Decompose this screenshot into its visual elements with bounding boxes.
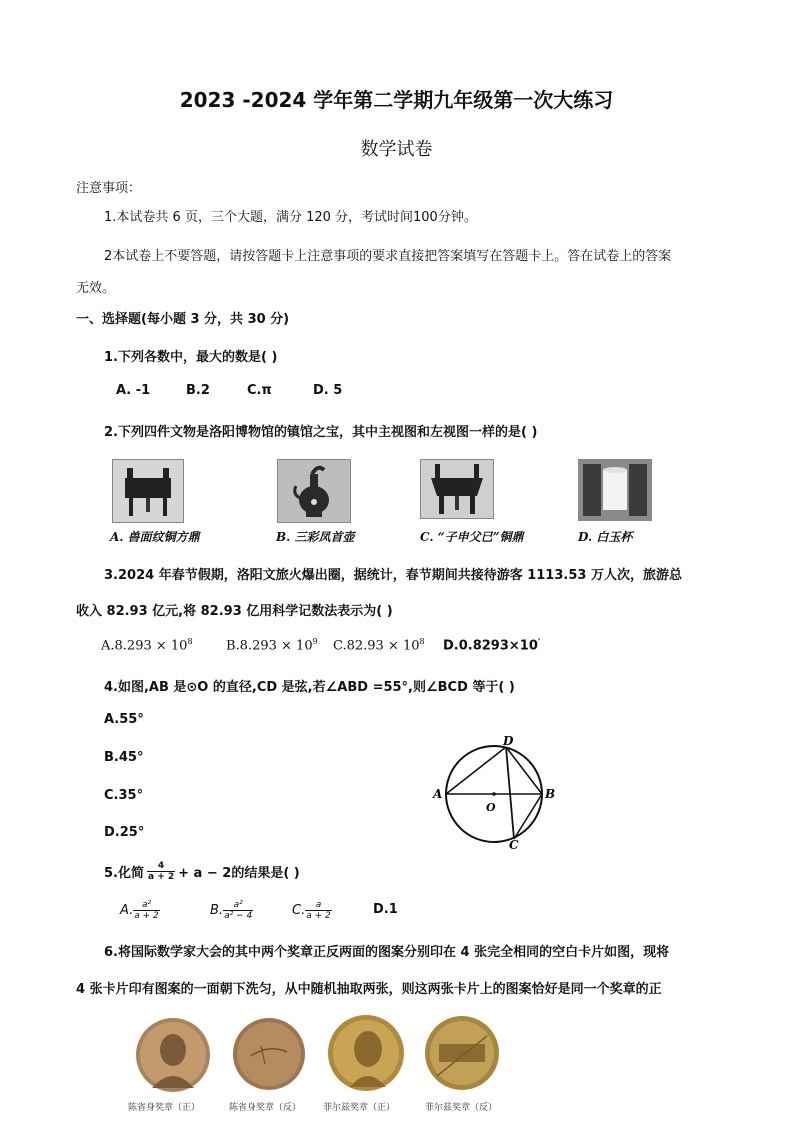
q5-suffix: + a − 2的结果是( ) xyxy=(178,865,300,881)
q4-option-c: C.35° xyxy=(104,788,144,803)
medal-caption-2: 陈省身奖章（反） xyxy=(229,1103,302,1113)
q5-option-c: C. $\frac{a}{a + 2}$ xyxy=(292,899,331,921)
tripod-ding-icon xyxy=(421,460,493,518)
q1-option-c: C.π xyxy=(247,383,272,398)
question-5-stem xyxy=(104,856,300,886)
medal-caption-1: 陈省身奖章（正） xyxy=(128,1103,201,1113)
chord-dc xyxy=(506,747,514,839)
q5-fraction: $\frac{4}{a + 2}$ xyxy=(147,860,175,882)
artifact-photo-d xyxy=(578,459,652,521)
label-d: D xyxy=(503,735,514,748)
q4-option-b: B.45° xyxy=(104,750,144,765)
medal-caption-4: 菲尔兹奖章（反） xyxy=(425,1103,498,1113)
q5-option-d: D.1 xyxy=(373,902,398,917)
q1-option-b: B.2 xyxy=(186,383,210,398)
question-3-line2: 收入 82.93 亿元,将 82.93 亿用科学记数法表示为( ) xyxy=(76,604,393,619)
artifact-caption-b: B. 三彩凤首壶 xyxy=(276,530,355,544)
artifact-photo-c xyxy=(420,459,494,519)
notes-item-1: 1.本试卷共 6 页，三个大题，满分 120 分，考试时间100分钟。 xyxy=(104,210,477,225)
medal-caption-3: 菲尔兹奖章（正） xyxy=(323,1103,396,1113)
q4-option-a: A.55° xyxy=(104,712,144,727)
artifact-photo-a xyxy=(112,459,184,523)
chord-ad xyxy=(446,747,506,794)
q1-option-a: A. -1 xyxy=(116,383,151,398)
question-3-line1: 3.2024 年春节假期，洛阳文旅火爆出圈，据统计，春节期间共接待游客 1113.53 万人次，旅游总 xyxy=(104,568,682,583)
page-title: 2023 -2024 学年第二学期九年级第一次大练习 xyxy=(179,88,614,112)
question-6-line1: 6.将国际数学家大会的其中两个奖章正反两面的图案分别印在 4 张完全相同的空白卡片如图，现将 xyxy=(104,945,670,960)
question-2-stem: 2.下列四件文物是洛阳博物馆的镇馆之宝，其中主视图和左视图一样的是( ) xyxy=(104,425,538,440)
bronze-ding-icon xyxy=(113,460,183,522)
artifact-photo-b xyxy=(277,459,351,523)
section-heading: 一、选择题(每小题 3 分，共 30 分) xyxy=(76,312,290,327)
label-b: B xyxy=(545,787,556,801)
page-subtitle: 数学试卷 xyxy=(360,139,433,160)
question-4-stem: 4.如图,AB 是⊙O 的直径,CD 是弦,若∠ABD =55°,则∠BCD 等于( ) xyxy=(104,680,515,695)
q3-option-c: $C.82.93 \times 10^8$ xyxy=(333,637,425,654)
q4-option-d: D.25° xyxy=(104,825,145,840)
label-o: O xyxy=(486,801,496,814)
question-1-stem: 1.下列各数中，最大的数是( ) xyxy=(104,350,278,365)
notes-item-2-line2: 无效。 xyxy=(76,281,116,296)
jade-cup-icon xyxy=(579,460,651,520)
notes-item-2-line1: 2本试卷上不要答题，请按答题卡上注意事项的要求直接把答案填写在答题卡上。答在试卷上的答案 xyxy=(104,249,672,264)
artifact-caption-a: A. 兽面纹铜方鼎 xyxy=(110,530,200,544)
label-a: A xyxy=(433,787,443,801)
q3-option-a: $A.8.293 \times 10^8$ xyxy=(101,637,193,654)
medal-fields-front xyxy=(326,1013,406,1093)
q5-option-a: A. $\frac{\text{a²}}{a + 2}$ xyxy=(120,899,159,921)
chord-cb xyxy=(514,794,542,839)
circle-diagram xyxy=(432,735,562,850)
question-6-line2: 4 张卡片印有图案的一面朝下洗匀，从中随机抽取两张，则这两张卡片上的图案恰好是同一个奖章的正 xyxy=(76,982,662,997)
notes-heading: 注意事项： xyxy=(76,181,142,196)
artifact-caption-c: C. “子申父已”铜鼎 xyxy=(420,530,524,544)
center-point xyxy=(492,792,496,796)
medal-chern-back xyxy=(231,1016,307,1092)
q1-option-d: D. 5 xyxy=(313,383,343,398)
q3-option-d: D.0.8293×10' xyxy=(443,637,541,654)
medal-fields-back xyxy=(423,1014,501,1092)
medal-chern-front xyxy=(134,1016,212,1094)
phoenix-pot-icon xyxy=(278,460,350,522)
q5-option-b: B. $\frac{\text{a²}}{\text{a² − 4}}$ xyxy=(210,899,253,921)
label-c: C xyxy=(509,838,519,850)
q3-option-b: $B.8.293 \times 10^9$ xyxy=(226,637,318,654)
artifact-caption-d: D. 白玉杯 xyxy=(578,530,633,544)
q5-prefix: 5.化简 xyxy=(104,865,144,881)
